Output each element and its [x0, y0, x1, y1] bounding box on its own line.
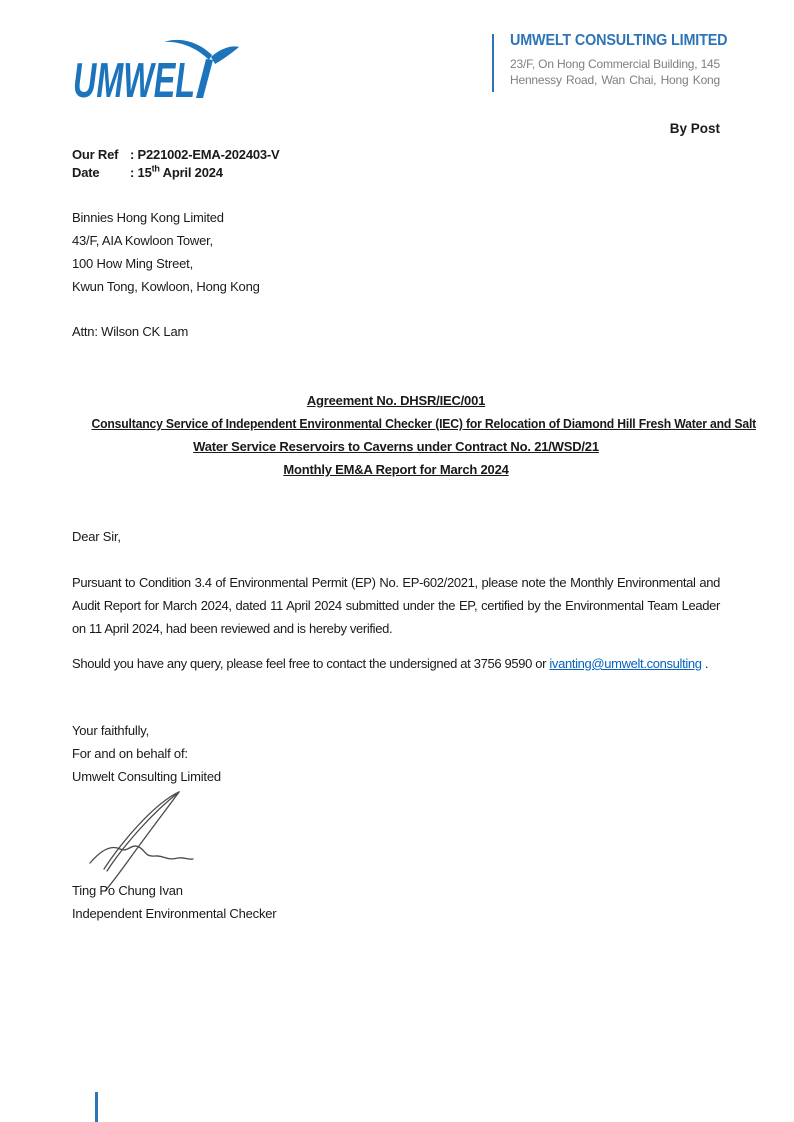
- our-ref-value: : P221002-EMA-202403-V: [130, 147, 280, 162]
- date-value: : 15th April 2024: [130, 163, 223, 180]
- attention-line: Attn: Wilson CK Lam: [72, 324, 189, 339]
- recipient-address: [72, 206, 720, 298]
- our-ref-label: Our Ref: [72, 147, 119, 162]
- recipient-line: Kwun Tong, Kowloon, Hong Kong: [72, 279, 260, 294]
- salutation: Dear Sir,: [72, 529, 121, 544]
- signatory-block: [72, 879, 720, 925]
- company-block: [492, 32, 728, 92]
- contact-paragraph: [72, 652, 720, 675]
- closing-block: [72, 719, 720, 788]
- letterhead: [72, 30, 728, 109]
- turbine-right-blade: [211, 46, 239, 64]
- subject-title-line2: Water Service Reservoirs to Caverns under Contract No. 21/WSD/21: [193, 439, 599, 454]
- wind-turbine-logo-icon: [72, 38, 244, 104]
- subject-agreement-no: Agreement No. DHSR/IEC/001: [306, 393, 486, 408]
- date-row: [72, 164, 720, 182]
- our-ref-row: [72, 146, 720, 164]
- recipient-line: 43/F, AIA Kowloon Tower,: [72, 233, 213, 248]
- handwritten-signature-icon: [74, 791, 234, 891]
- contact-text-suffix: .: [701, 656, 709, 671]
- company-address-line2: Hennessy Road, Wan Chai, Hong Kong: [510, 72, 720, 87]
- subject-block: [72, 389, 757, 481]
- umwelt-logo: [72, 38, 244, 109]
- date-label: Date: [72, 164, 100, 180]
- company-text: [510, 32, 728, 92]
- next-page-sliver: [95, 1092, 98, 1122]
- date-ordinal-superscript: th: [151, 163, 160, 174]
- recipient-line: Binnies Hong Kong Limited: [72, 210, 224, 225]
- closing-line: For and on behalf of:: [72, 746, 188, 761]
- company-name: UMWELT CONSULTING LIMITED: [510, 32, 728, 49]
- signatory-title: Independent Environmental Checker: [72, 906, 277, 921]
- turbine-stem: [196, 59, 213, 98]
- subject-title-line1: Consultancy Service of Independent Environmental Checker (IEC) for Relocation of Diamond Hill Fresh Water and Salt: [91, 416, 757, 431]
- vertical-divider: [492, 34, 494, 92]
- logo-wordmark: UMWEL: [73, 54, 195, 104]
- signature: [74, 791, 720, 867]
- contact-text: Should you have any query, please feel free to contact the undersigned at 3756 9590 or: [72, 656, 550, 671]
- email-link[interactable]: ivanting@umwelt.consulting: [549, 656, 702, 671]
- recipient-line: 100 How Ming Street,: [72, 256, 194, 271]
- reference-block: [72, 146, 720, 181]
- delivery-method: By Post: [669, 121, 720, 136]
- closing-line: Your faithfully,: [72, 723, 150, 738]
- subject-report-title: Monthly EM&A Report for March 2024: [283, 462, 509, 477]
- body-paragraph: Pursuant to Condition 3.4 of Environmental Permit (EP) No. EP-602/2021, please note the Monthly Environmental and Audit Report for March 2024, dated 11 April 2024 submitted under the EP, certified by the Environmental Team Leader on 11 April 2024, had been reviewed and is hereby verified.: [72, 575, 720, 636]
- company-address: [510, 57, 720, 89]
- company-address-line1: 23/F, On Hong Commercial Building, 145: [510, 57, 720, 71]
- signatory-name: Ting Po Chung Ivan: [72, 883, 183, 898]
- closing-line: Umwelt Consulting Limited: [72, 769, 221, 784]
